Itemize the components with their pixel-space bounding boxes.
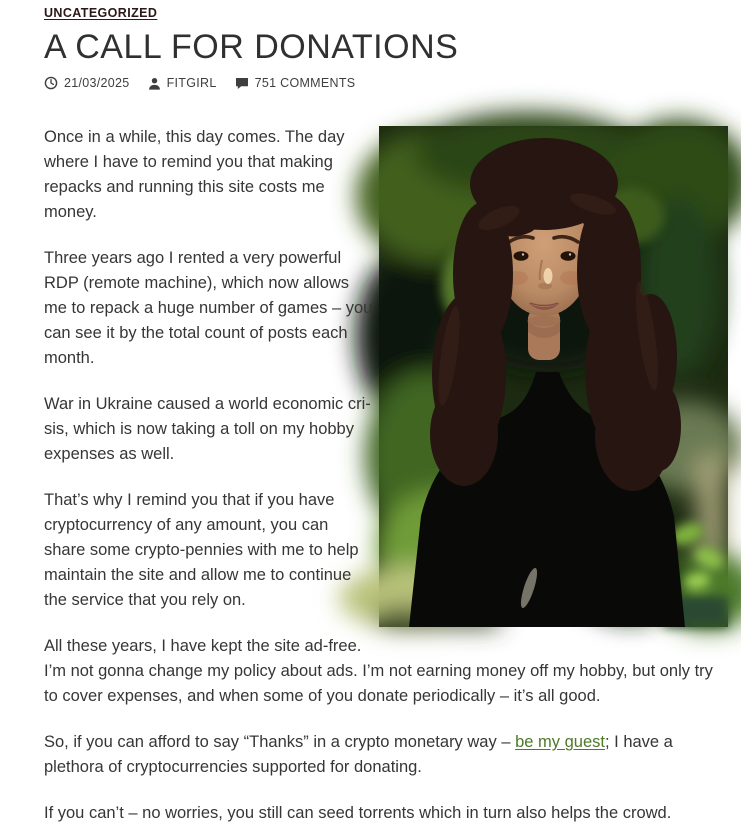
post-content (44, 125, 728, 826)
clock-icon (44, 76, 58, 90)
author-label: FITGIRL (166, 76, 217, 91)
post-photo (379, 126, 728, 627)
post-title: A CALL FOR DONATIONS (44, 28, 459, 66)
paragraph-6-before-link: So, if you can afford to say “Thanks” in a crypto monetary way – (44, 733, 516, 752)
be-my-guest-link[interactable]: be my guest (515, 733, 605, 752)
paragraph-6 (44, 730, 728, 780)
post-date (44, 76, 130, 90)
user-icon (148, 77, 161, 90)
paragraph-1: Once in a while, this day comes. The day where I have to remind you that making repacks and running this site costs me money. (44, 128, 345, 222)
post-date-label: 21/03/2025 (64, 76, 130, 91)
author-link[interactable] (148, 76, 217, 90)
post-meta (44, 76, 728, 90)
category-link[interactable]: UNCATEGORIZED (44, 6, 158, 20)
paragraph-7: If you can’t – no worries, you still can seed torrents which in turn also helps the crowd. (44, 804, 672, 823)
paragraph-2: Three years ago I rented a very powerful RDP (remote machine), which now allows me to repack a huge number of games – you can see it by the total count of posts each month. (44, 249, 373, 368)
blog-post (44, 4, 728, 826)
portrait-illustration (379, 126, 728, 627)
paragraph-6-after-link: ; I have a plethora of cryptocurrencies supported for donating. (44, 733, 673, 777)
paragraph-3: War in Ukraine caused a world economic crisis, which is now taking a toll on my hobby expenses as well. (44, 395, 371, 464)
comments-link[interactable] (235, 76, 356, 90)
paragraph-4: That’s why I remind you that if you have cryptocurrency of any amount, you can share some crypto-pennies with me to help maintain the site and allow me to continue the service that you rely on. (44, 491, 359, 610)
paragraph-5: All these years, I have kept the site ad-free. I’m not gonna change my policy about ads. I’m not earning money off my hobby, but only try to cover expenses, and when some of you donate periodically – it’s all good. (44, 637, 713, 706)
comment-bubble-icon (235, 77, 249, 90)
comments-label: 751 COMMENTS (254, 76, 356, 91)
